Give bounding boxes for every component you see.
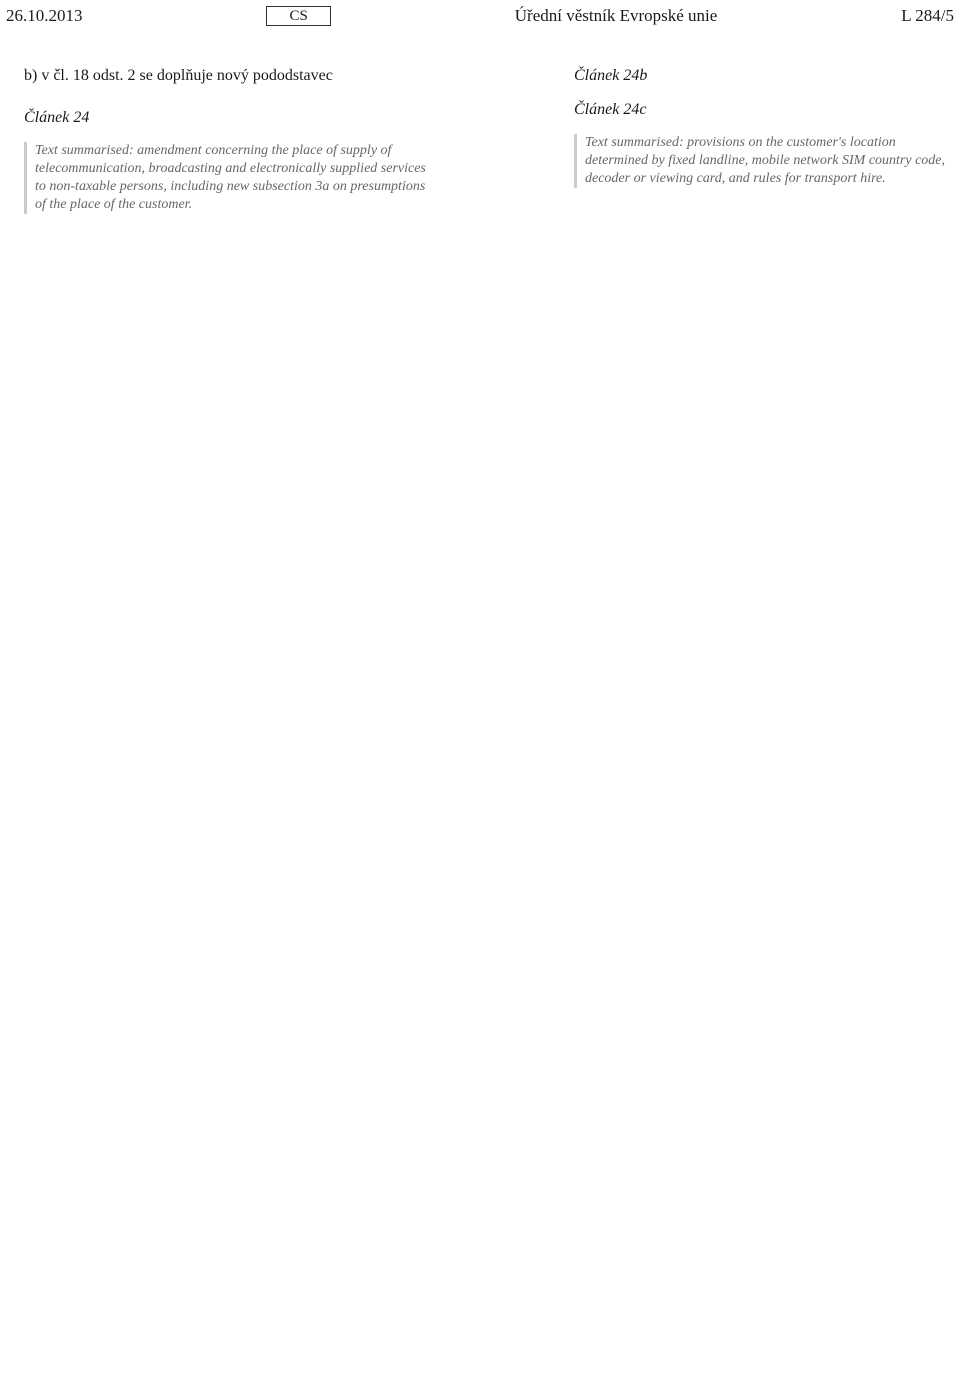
language-badge: CS [266, 6, 330, 26]
left-column [24, 66, 434, 228]
publication-date: 26.10.2013 [6, 6, 83, 25]
article-24c-heading: Článek 24c [574, 101, 647, 118]
page-header [6, 4, 954, 28]
journal-title: Úřední věstník Evropské unie [514, 6, 718, 25]
amendment-intro: b) v čl. 18 odst. 2 se doplňuje nový pododstavec [24, 67, 333, 84]
page-reference: L 284/5 [901, 6, 954, 25]
article-24-heading: Článek 24 [24, 109, 90, 126]
right-column-summary: Text summarised: provisions on the customer's location determined by fixed landline, mobile network SIM country code, decoder or viewing card, and rules for transport hire. [574, 134, 956, 188]
article-24b-heading: Článek 24b [574, 67, 648, 84]
left-column-summary: Text summarised: amendment concerning the place of supply of telecommunication, broadcasting and electronically supplied services to non-taxable persons, including new subsection 3a on presumptions of the place of the customer. [24, 142, 434, 214]
right-column [574, 66, 956, 202]
